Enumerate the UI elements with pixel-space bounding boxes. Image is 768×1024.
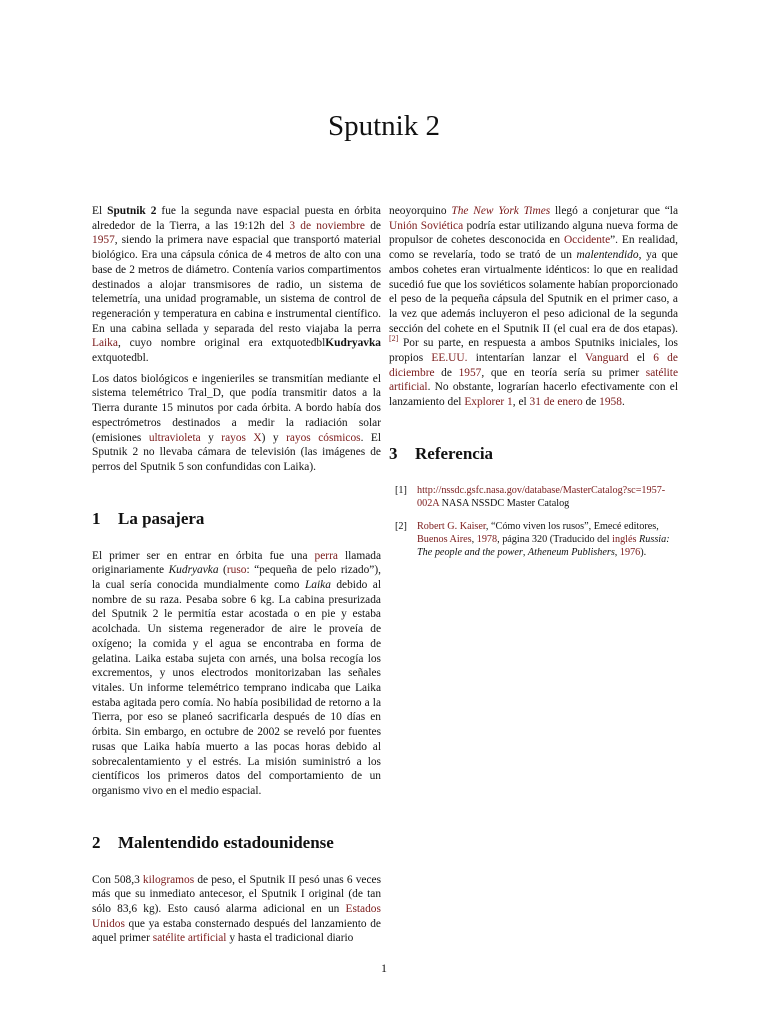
right-column [389,204,678,569]
bold-term: Kudryavka [325,337,381,350]
reference-content: Robert G. Kaiser, “Cómo viven los rusos”, Emecé editores, Buenos Aires, 1978, página 320 (Traducido del inglés Russia: The people and the power, Atheneum Publishers, 1976). [417,520,670,558]
link[interactable]: rayos X [221,431,262,444]
reference-list [389,484,678,559]
section-heading-referencia [389,444,678,464]
link[interactable]: Explorer 1 [464,396,513,409]
section-title: Referencia [415,443,494,463]
link[interactable]: Vanguard [584,352,629,365]
intro-paragraph-2: Los datos biológicos e ingenieriles se transmitían mediante el sistema telemétrico Tral_D, que podía transmitir datos a la Tierra durante 15 minutos por cada órbita. A bordo había dos espectrómetros destinados a medir la radiación solar (emisiones ultravioleta y rayos X) y rayos cósmicos. El Sputnik 2 no llevaba cámara de televisión (las imágenes de perros del Sputnik 5 son confundidas con Laika). [92,372,382,473]
link[interactable]: perra [314,549,338,562]
link[interactable]: Robert G. Kaiser [417,520,486,532]
link[interactable]: 1957 [458,366,482,379]
link[interactable]: Laika [92,337,118,350]
page-number: 1 [381,961,387,975]
bold-term: Sputnik 2 [107,205,157,217]
link[interactable]: 31 de enero [529,396,583,409]
malentendido-paragraph-continued: neoyorquino The New York Times llegó a conjeturar que “la Unión Soviética podría estar utilizando alguna nueva forma de propulsor de cohetes desconocida en Occidente”. En realidad, como se revelaría, todo se trató de un malentendido, ya que ambos cohetes eran virtualmente idénticos: lo que en realidad sucedió fue que los soviéticos solamente habían proporcionado el peso de la pequeña cápsula del Sputnik en el primer caso, a la vez que además incluyeron el peso adicional de la segunda sección del cohete en el Sputnik II (el cual era de dos etapas).[2] Por su parte, en respuesta a ambos Sputniks iniciales, los propios EE.UU. intentarían lanzar el Vanguard el 6 de diciembre de 1957, que en teoría sería su primer satélite artificial. No obstante, lograrían hacerlo efectivamente con el lanzamiento del Explorer 1, el 31 de enero de 1958. [389,205,679,409]
link[interactable]: inglés [612,533,637,545]
italic-term: Kudryavka [168,564,219,577]
link[interactable]: 6 de diciembre [389,352,678,379]
reference-label: [1] [395,484,407,496]
italic-term: Laika [304,579,331,592]
link[interactable]: 1976 [619,546,641,558]
link[interactable]: EE.UU. [431,352,468,365]
link[interactable]: The New York Times [451,205,551,217]
section-title: La pasajera [118,508,205,528]
section-heading-pasajera [92,509,381,529]
italic-term: Russia: The people and the power [417,533,670,558]
pasajera-paragraph: El primer ser en entrar en órbita fue una perra llamada originariamente Kudryavka (ruso: “pequeña de pelo rizado”), la cual sería conocida mundialmente como Laika debido al nombre de su raza. Pesaba sobre 6 kg. La cabina presurizada del Sputnik 2 le permitía estar acostada o en pie y estaba acolchada. Un sistema regenerador de aire le proveía de oxígeno; la comida y el agua se encontraba en forma de gelatina. Laika estaba sujeta con arnés, una bolsa recogía los excrementos, y unos electrodos monitorizaban las señales vitales. Un informe telemétrico temprano indicaba que Laika estaba agitada pero comía. No había posibilidad de retorno a la Tierra, por eso se planeó sacrificarla después de 10 días en órbita. Sin embargo, en octubre de 2002 se reveló por fuentes rusas que Laika había muerto a las pocas horas debido al sobrecalentamiento y el estrés. La misión suministró a los científicos los primeros datos del comportamiento de un organismo vivo en el medio espacial. [92,549,382,797]
reference-label: [2] [395,520,407,532]
page-title: Sputnik 2 [328,110,440,142]
link[interactable]: satélite artificial [389,366,679,394]
link[interactable]: ultravioleta [148,431,201,444]
link[interactable]: 3 de noviembre [289,219,365,232]
section-number: 2 [92,832,101,852]
citation-link[interactable]: [2] [389,334,399,344]
reference-item [389,520,678,559]
left-column [92,204,381,952]
link[interactable]: Estados Unidos [92,903,381,930]
italic-term: Atheneum Publishers [527,546,615,558]
italic-term: malentendido [576,249,639,262]
link[interactable]: 1978 [476,533,498,545]
link[interactable]: ruso [226,564,247,577]
reference-content: http://nssdc.gsfc.nasa.gov/database/MasterCatalog?sc=1957-002A NASA NSSDC Master Catalog [417,484,666,509]
reference-item [389,484,678,510]
link[interactable]: 1957 [92,234,115,247]
section-number: 3 [389,443,398,463]
section-heading-malentendido [92,833,381,853]
link[interactable]: Occidente [563,234,611,247]
intro-paragraph-1: El Sputnik 2 fue la segunda nave espacial puesta en órbita alrededor de la Tierra, a las 19:12h del 3 de noviembre de 1957, siendo la primera nave espacial que transportó material biológico. Era una cápsula cónica de 4 metros de alto con una base de 2 metros de diámetro. Contenía varios compartimentos destinados a alojar transmisores de radio, un sistema de telemetría, una unidad programable, un sistema de control de regeneración y temperatura en cabina e instrumental científico. En una cabina sellada y separada del resto viajaba la perra Laika, cuyo nombre original era extquotedblKudryavka extquotedbl. [92,205,381,365]
section-number: 1 [92,508,101,528]
link[interactable]: kilogramos [142,873,195,886]
link[interactable]: Buenos Aires [417,533,472,545]
link[interactable]: satélite artificial [152,932,227,945]
link[interactable]: rayos cósmicos [286,431,361,444]
section-title: Malentendido estadounidense [118,832,334,852]
malentendido-paragraph: Con 508,3 kilogramos de peso, el Sputnik II pesó unas 6 veces más que su inmediato antecesor, el Sputnik I original (de tan sólo 83,6 kg). Esto causó alarma adicional en un Estados Unidos que ya estaba consternado después del lanzamiento de aquel primer satélite artificial y hasta el tradicional diario [92,873,382,945]
link[interactable]: Unión Soviética [389,219,464,232]
link[interactable]: http://nssdc.gsfc.nasa.gov/database/MasterCatalog?sc=1957-002A [417,484,666,509]
link[interactable]: 1958 [599,396,622,409]
